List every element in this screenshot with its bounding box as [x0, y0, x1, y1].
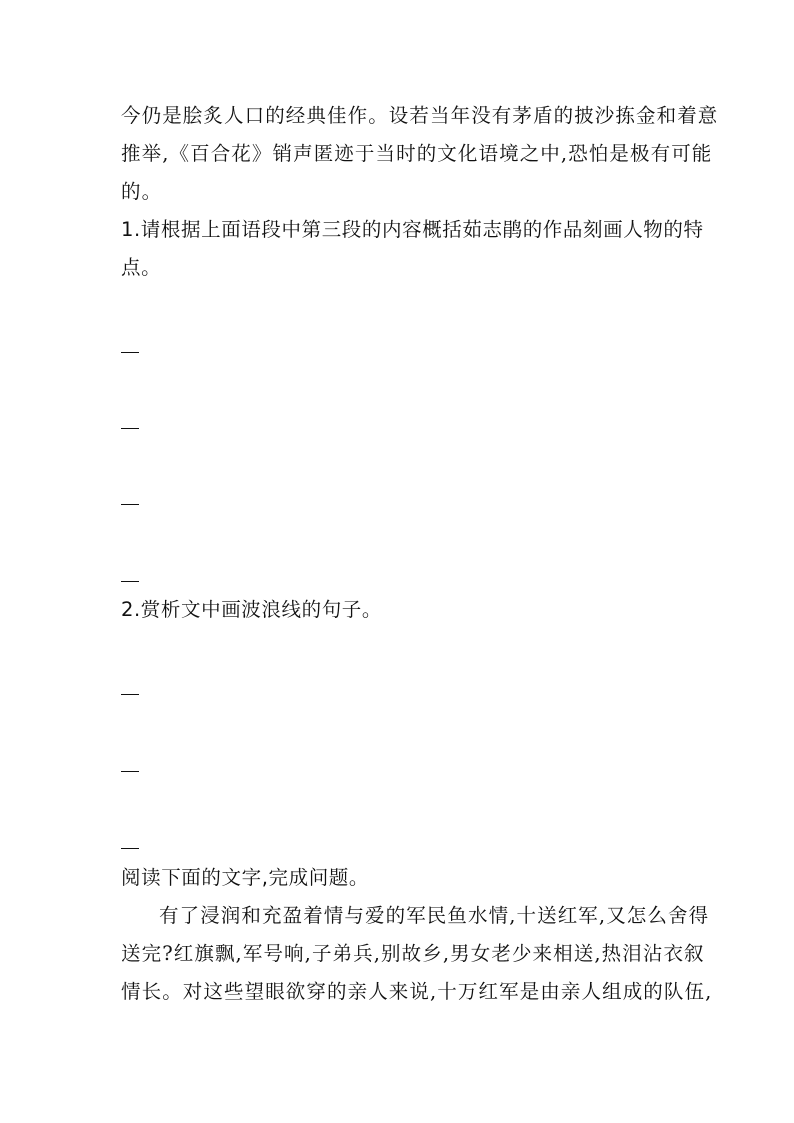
question-1-text: 1.请根据上面语段中第三段的内容概括茹志鹃的作品刻画人物的特	[121, 218, 704, 241]
passage-text-line: 的。	[121, 180, 163, 203]
passage-text-line: 送完?红旗飘,军号响,子弟兵,别故乡,男女老少来相送,热泪沾衣叙	[121, 942, 705, 965]
answer-blank-line[interactable]	[121, 428, 139, 429]
passage-text-line: 有了浸润和充盈着情与爱的军民鱼水情,十送红军,又怎么舍得	[159, 904, 710, 927]
answer-blank-line[interactable]	[121, 771, 139, 772]
answer-blank-line[interactable]	[121, 694, 139, 695]
passage-text-line: 今仍是脍炙人口的经典佳作。设若当年没有茅盾的披沙拣金和着意	[121, 104, 719, 127]
reading-instruction: 阅读下面的文字,完成问题。	[121, 866, 369, 889]
question-2-text: 2.赏析文中画波浪线的句子。	[121, 598, 383, 621]
answer-blank-line[interactable]	[121, 352, 139, 353]
passage-text-line: 情长。对这些望眼欲穿的亲人来说,十万红军是由亲人组成的队伍,	[121, 980, 713, 1003]
passage-text-line: 推举,《百合花》销声匿迹于当时的文化语境之中,恐怕是极有可能	[121, 142, 713, 165]
answer-blank-line[interactable]	[121, 848, 139, 849]
answer-blank-line[interactable]	[121, 504, 139, 505]
question-1-text-cont: 点。	[121, 256, 162, 279]
answer-blank-line[interactable]	[121, 581, 139, 582]
